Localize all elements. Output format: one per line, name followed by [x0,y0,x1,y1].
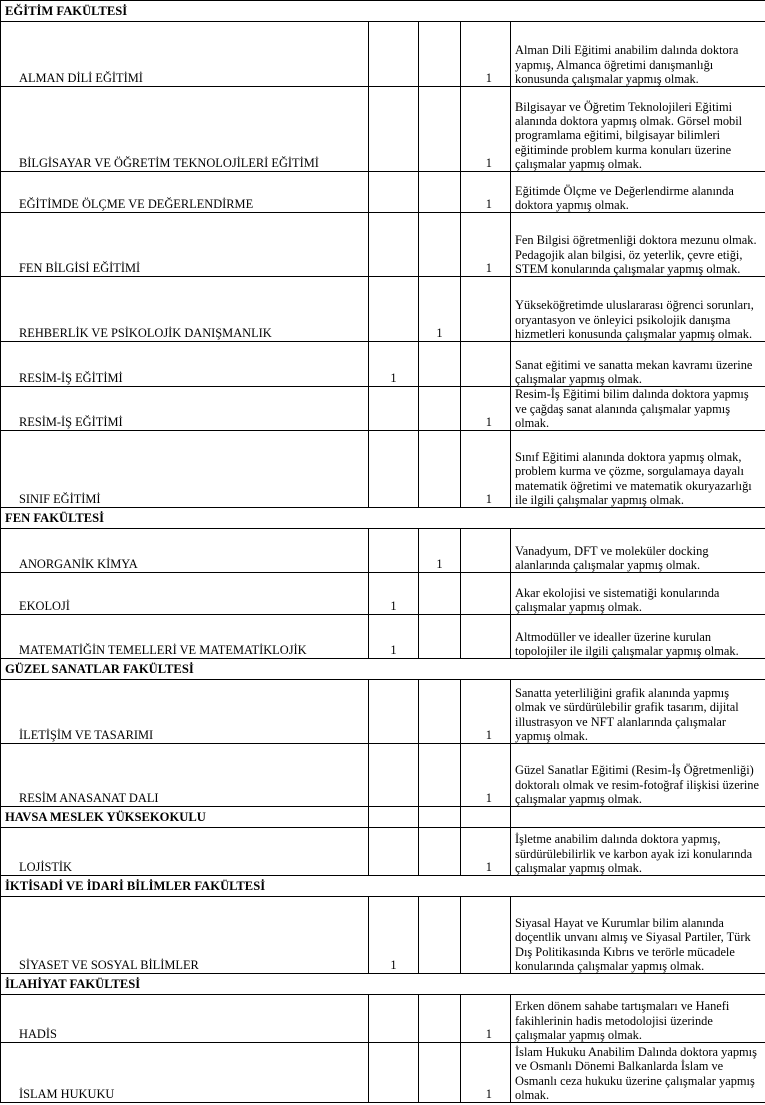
count-col1 [369,995,419,1043]
table-row [1,213,765,277]
count-col3: 1 [461,431,511,508]
requirement-description: Altmodüller ve idealler üzerine kurulan topolojiler ile ilgili çalışmalar yapmış olmak. [511,615,765,659]
section-header-row [1,876,765,897]
count-col3 [461,573,511,615]
count-col2 [419,573,461,615]
department-name: ALMAN DİLİ EĞİTİMİ [1,22,369,87]
section-header-row [1,807,765,828]
count-col2 [419,995,461,1043]
table-row [1,431,765,508]
empty-cell [369,807,419,828]
table-row [1,573,765,615]
count-col3: 1 [461,387,511,431]
department-name: İSLAM HUKUKU [1,1043,369,1103]
count-col3: 1 [461,995,511,1043]
section-title: EĞİTİM FAKÜLTESİ [1,1,765,22]
count-col1 [369,22,419,87]
department-name: İLETİŞİM VE TASARIMI [1,680,369,744]
count-col2 [419,172,461,213]
table-row [1,897,765,974]
requirement-description: İslam Hukuku Anabilim Dalında doktora yapmış ve Osmanlı Dönemi Balkanlarda İslam ve Osmanlı ceza hukuku üzerine çalışmalar yapmış olmak. [511,1043,765,1103]
table-row [1,615,765,659]
count-col1 [369,213,419,277]
empty-cell [461,807,511,828]
positions-table-body [1,1,765,1103]
table-row [1,342,765,387]
count-col3 [461,342,511,387]
table-row [1,387,765,431]
count-col1 [369,172,419,213]
requirement-description: Siyasal Hayat ve Kurumlar bilim alanında doçentlik unvanı almış ve Siyasal Partiler, Türk Dış Politikasında Kıbrıs ve terörle mücadele konularında çalışmalar yapmış olmak. [511,897,765,974]
count-col2 [419,22,461,87]
count-col2 [419,87,461,172]
department-name: EĞİTİMDE ÖLÇME VE DEĞERLENDİRME [1,172,369,213]
requirement-description: Fen Bilgisi öğretmenliği doktora mezunu olmak. Pedagojik alan bilgisi, öz yeterlik, çevre etiği, STEM konularında çalışmalar yapmış olmak. [511,213,765,277]
count-col3: 1 [461,22,511,87]
department-name: FEN BİLGİSİ EĞİTİMİ [1,213,369,277]
count-col1 [369,744,419,807]
count-col3: 1 [461,87,511,172]
table-row [1,680,765,744]
count-col2 [419,680,461,744]
count-col1 [369,387,419,431]
count-col2 [419,615,461,659]
requirement-description: Erken dönem sahabe tartışmaları ve Hanefi fakihlerinin hadis metodolojisi üzerinde çalışmalar yapmış olmak. [511,995,765,1043]
section-header-row [1,659,765,680]
requirement-description: Sanatta yeterliliğini grafik alanında yapmış olmak ve sürdürülebilir grafik tasarım, dijital illustrasyon ve NFT alanlarında çalışmalar yapmış olmak. [511,680,765,744]
section-header-row [1,974,765,995]
count-col3: 1 [461,680,511,744]
count-col3 [461,277,511,342]
count-col2: 1 [419,529,461,573]
requirement-description: Akar ekolojisi ve sistematiği konularında çalışmalar yapmış olmak. [511,573,765,615]
count-col2 [419,431,461,508]
section-title: HAVSA MESLEK YÜKSEKOKULU [1,807,369,828]
count-col3: 1 [461,213,511,277]
department-name: BİLGİSAYAR VE ÖĞRETİM TEKNOLOJİLERİ EĞİTİMİ [1,87,369,172]
requirement-description: Alman Dili Eğitimi anabilim dalında doktora yapmış, Almanca öğretimi danışmanlığı konusunda çalışmalar yapmış olmak. [511,22,765,87]
requirement-description: Yükseköğretimde uluslararası öğrenci sorunları, oryantasyon ve önleyici psikolojik danışma hizmetleri konusunda çalışmalar yapmış olmak. [511,277,765,342]
count-col2 [419,1043,461,1103]
requirement-description: Sanat eğitimi ve sanatta mekan kavramı üzerine çalışmalar yapmış olmak. [511,342,765,387]
requirement-description: Vanadyum, DFT ve moleküler docking alanlarında çalışmalar yapmış olmak. [511,529,765,573]
count-col3 [461,897,511,974]
count-col3: 1 [461,828,511,876]
section-title: GÜZEL SANATLAR FAKÜLTESİ [1,659,765,680]
count-col1 [369,680,419,744]
count-col2 [419,342,461,387]
count-col1 [369,529,419,573]
count-col3: 1 [461,172,511,213]
count-col1: 1 [369,615,419,659]
table-row [1,172,765,213]
table-row [1,744,765,807]
section-title: İLAHİYAT FAKÜLTESİ [1,974,765,995]
empty-cell [419,807,461,828]
requirement-description: Eğitimde Ölçme ve Değerlendirme alanında doktora yapmış olmak. [511,172,765,213]
count-col2 [419,897,461,974]
requirement-description: Sınıf Eğitimi alanında doktora yapmış olmak, problem kurma ve çözme, sorgulamaya dayalı matematik öğretimi ve matematik okuryazarlığı ile ilgili çalışmalar yapmış olmak. [511,431,765,508]
count-col1 [369,431,419,508]
department-name: RESİM ANASANAT DALI [1,744,369,807]
department-name: ANORGANİK KİMYA [1,529,369,573]
count-col2: 1 [419,277,461,342]
count-col3 [461,529,511,573]
table-row [1,529,765,573]
section-title: FEN FAKÜLTESİ [1,508,765,529]
section-title: İKTİSADİ VE İDARİ BİLİMLER FAKÜLTESİ [1,876,765,897]
empty-cell [511,807,765,828]
count-col1 [369,87,419,172]
department-name: SINIF EĞİTİMİ [1,431,369,508]
department-name: RESİM-İŞ EĞİTİMİ [1,387,369,431]
department-name: REHBERLİK VE PSİKOLOJİK DANIŞMANLIK [1,277,369,342]
table-row [1,22,765,87]
table-row [1,87,765,172]
count-col1: 1 [369,342,419,387]
count-col1: 1 [369,897,419,974]
count-col3: 1 [461,1043,511,1103]
count-col3 [461,615,511,659]
count-col3: 1 [461,744,511,807]
count-col2 [419,828,461,876]
table-row [1,1043,765,1103]
department-name: HADİS [1,995,369,1043]
count-col1 [369,277,419,342]
table-row [1,828,765,876]
department-name: MATEMATİĞİN TEMELLERİ VE MATEMATİKLOJİK [1,615,369,659]
department-name: LOJİSTİK [1,828,369,876]
count-col1 [369,828,419,876]
count-col2 [419,387,461,431]
count-col1 [369,1043,419,1103]
department-name: RESİM-İŞ EĞİTİMİ [1,342,369,387]
section-header-row [1,1,765,22]
requirement-description: Güzel Sanatlar Eğitimi (Resim-İş Öğretmenliği) doktoralı olmak ve resim-fotoğraf ilişkisi üzerine çalışmalar yapmış olmak. [511,744,765,807]
requirement-description: İşletme anabilim dalında doktora yapmış, sürdürülebilirlik ve karbon ayak izi konularında çalışmalar yapmış olmak. [511,828,765,876]
section-header-row [1,508,765,529]
department-name: EKOLOJİ [1,573,369,615]
table-row [1,995,765,1043]
requirement-description: Bilgisayar ve Öğretim Teknolojileri Eğitimi alanında doktora yapmış olmak. Görsel mobil programlama eğitimi, bilgisayar bilimleri eğitiminde problem kurma konuları üzerine çalışmalar yapmış olmak. [511,87,765,172]
count-col2 [419,213,461,277]
department-name: SİYASET VE SOSYAL BİLİMLER [1,897,369,974]
count-col2 [419,744,461,807]
requirement-description: Resim-İş Eğitimi bilim dalında doktora yapmış ve çağdaş sanat alanında çalışmalar yapmış olmak. [511,387,765,431]
count-col1: 1 [369,573,419,615]
table-row [1,277,765,342]
